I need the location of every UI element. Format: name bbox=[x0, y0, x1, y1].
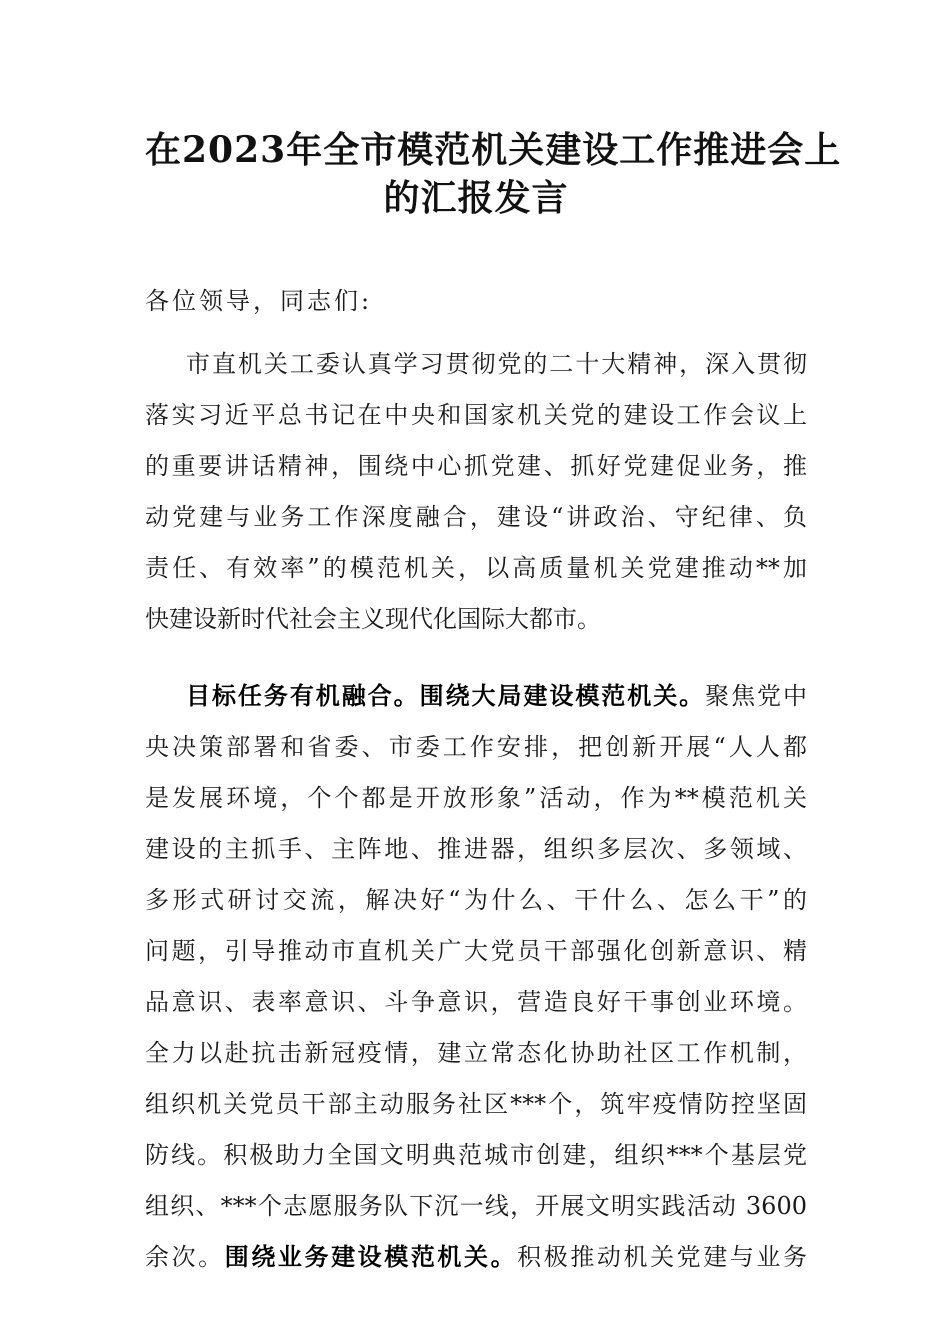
paragraph-line: 组织机关党员干部主动服务社区***个，筑牢疫情防控坚固 bbox=[145, 1090, 807, 1118]
paragraph-line: 是发展环境，个个都是开放形象”活动，作为**模范机关 bbox=[145, 784, 807, 812]
paragraph-line: 全力以赴抗击新冠疫情，建立常态化协助社区工作机制， bbox=[145, 1039, 807, 1067]
paragraph-line: 防线。积极助力全国文明典范城市创建，组织***个基层党 bbox=[145, 1141, 807, 1169]
paragraph-line: 落实习近平总书记在中央和国家机关党的建设工作会议上 bbox=[145, 401, 807, 429]
paragraph-text: 聚焦党中 bbox=[705, 682, 808, 710]
document-page bbox=[145, 126, 842, 1283]
paragraph-text: 积极推动机关党建与业务 bbox=[517, 1243, 808, 1271]
paragraph-line: 品意识、表率意识、斗争意识，营造良好干事创业环境。 bbox=[145, 988, 807, 1016]
section-heading: 围绕业务建设模范机关。 bbox=[224, 1243, 518, 1271]
paragraph-line: 多形式研讨交流，解决好“为什么、干什么、怎么干”的 bbox=[145, 886, 807, 914]
title-line-2: 的汇报发言 bbox=[383, 177, 569, 219]
document-title bbox=[145, 126, 842, 222]
title-line-1: 在2023年全市模范机关建设工作推进会上 bbox=[145, 129, 842, 171]
paragraph-1 bbox=[145, 339, 807, 645]
paragraph-line: 问题，引导推动市直机关广大党员干部强化创新意识、精 bbox=[145, 937, 807, 965]
paragraph-line bbox=[145, 671, 807, 722]
salutation: 各位领导，同志们: bbox=[145, 287, 373, 315]
paragraph-line: 央决策部署和省委、市委工作安排，把创新开展“人人都 bbox=[145, 733, 807, 761]
section-heading: 目标任务有机融合。围绕大局建设模范机关。 bbox=[186, 682, 706, 710]
paragraph-line: 责任、有效率”的模范机关，以高质量机关党建推动**加 bbox=[145, 554, 807, 582]
paragraph-2 bbox=[145, 671, 807, 1283]
paragraph-line bbox=[145, 1232, 807, 1283]
paragraph-line: 市直机关工委认真学习贯彻党的二十大精神，深入贯彻 bbox=[186, 350, 807, 378]
paragraph-line: 动党建与业务工作深度融合，建设“讲政治、守纪律、负 bbox=[145, 503, 807, 531]
paragraph-line: 组织、***个志愿服务队下沉一线，开展文明实践活动 3600 bbox=[145, 1192, 807, 1220]
paragraph-line: 建设的主抓手、主阵地、推进器，组织多层次、多领域、 bbox=[145, 835, 807, 863]
paragraph-line: 快建设新时代社会主义现代化国际大都市。 bbox=[145, 605, 601, 633]
paragraph-line: 的重要讲话精神，围绕中心抓党建、抓好党建促业务，推 bbox=[145, 452, 807, 480]
paragraph-text: 余次。 bbox=[145, 1243, 225, 1271]
